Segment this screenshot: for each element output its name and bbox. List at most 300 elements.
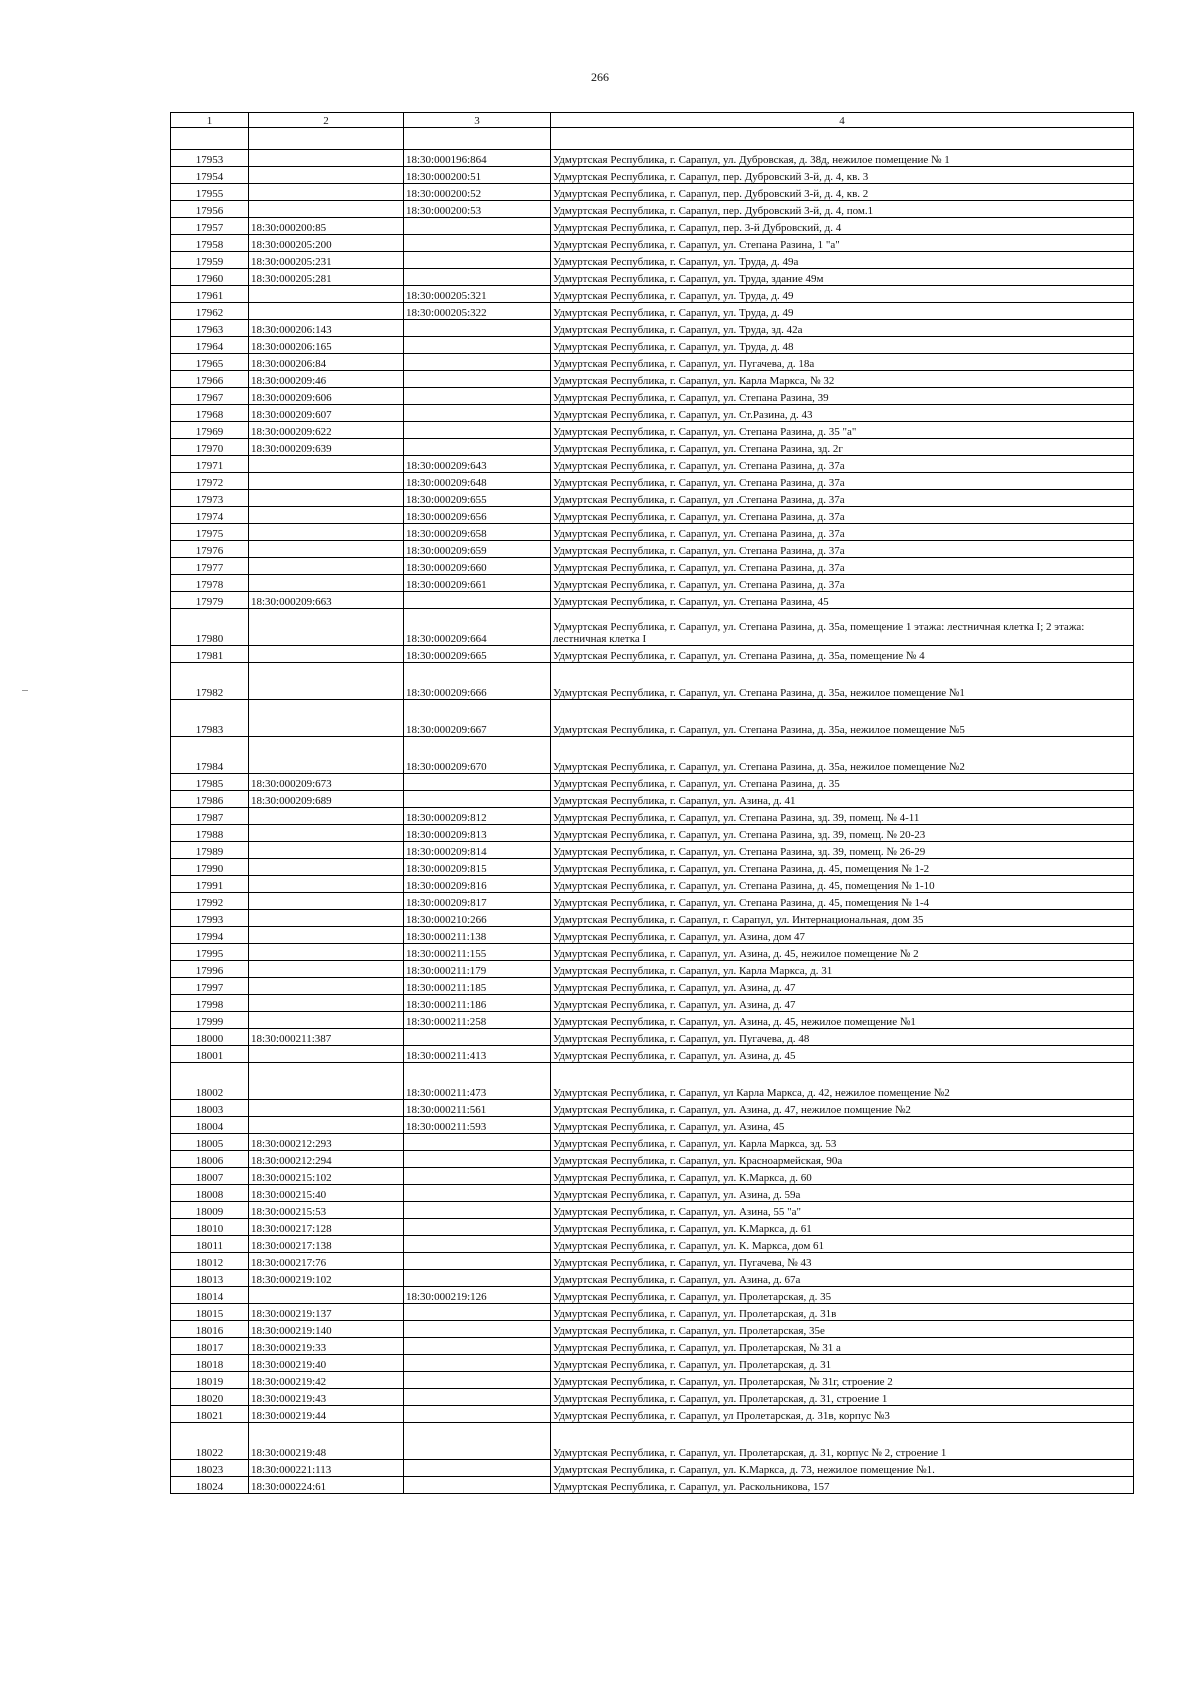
address-cell: Удмуртская Республика, г. Сарапул, ул. Степана Разина, д. 35 "а" [551,422,1134,439]
row-number: 17987 [171,808,249,825]
cadastral-number-col3: 18:30:000209:817 [404,893,551,910]
table-row [171,1477,1134,1494]
cadastral-number-col2: 18:30:000212:294 [249,1151,404,1168]
cadastral-number-col3: 18:30:000200:51 [404,167,551,184]
cadastral-number-col3 [404,388,551,405]
cadastral-number-col2 [249,1287,404,1304]
table-row [171,1219,1134,1236]
cadastral-number-col2 [249,201,404,218]
address-cell: Удмуртская Республика, г. Сарапул, ул. К.Маркса, д. 60 [551,1168,1134,1185]
cadastral-number-col2 [249,286,404,303]
cadastral-number-col2 [249,842,404,859]
address-cell: Удмуртская Республика, г. Сарапул, пер. 3-й Дубровский, д. 4 [551,218,1134,235]
row-number: 17971 [171,456,249,473]
table-row [171,558,1134,575]
row-number: 17973 [171,490,249,507]
cadastral-number-col3 [404,235,551,252]
cadastral-number-col2: 18:30:000219:140 [249,1321,404,1338]
row-number: 17982 [171,663,249,700]
cadastral-number-col2: 18:30:000209:639 [249,439,404,456]
row-number: 17970 [171,439,249,456]
address-cell: Удмуртская Республика, г. Сарапул, ул. Ст.Разина, д. 43 [551,405,1134,422]
table-row [171,303,1134,320]
cadastral-number-col3 [404,354,551,371]
row-number: 18011 [171,1236,249,1253]
table-row [171,269,1134,286]
row-number: 17993 [171,910,249,927]
cadastral-number-col3 [404,1372,551,1389]
cadastral-number-col2: 18:30:000219:48 [249,1423,404,1460]
address-cell: Удмуртская Республика, г. Сарапул, ул. К. Маркса, дом 61 [551,1236,1134,1253]
address-cell: Удмуртская Республика, г. Сарапул, ул. Пролетарская, д. 31в [551,1304,1134,1321]
address-cell: Удмуртская Республика, г. Сарапул, ул. Пролетарская, д. 31 [551,1355,1134,1372]
cadastral-number-col3: 18:30:000209:812 [404,808,551,825]
cadastral-number-col3: 18:30:000211:186 [404,995,551,1012]
row-number: 18020 [171,1389,249,1406]
table-row [171,774,1134,791]
cadastral-number-col3 [404,405,551,422]
cadastral-number-col2: 18:30:000209:607 [249,405,404,422]
row-number: 17975 [171,524,249,541]
row-number: 18012 [171,1253,249,1270]
address-cell: Удмуртская Республика, г. Сарапул, ул. Пролетарская, № 31г, строение 2 [551,1372,1134,1389]
cadastral-number-col2: 18:30:000209:46 [249,371,404,388]
table-row [171,825,1134,842]
address-cell: Удмуртская Республика, г. Сарапул, ул. Азина, д. 45, нежилое помещение № 2 [551,944,1134,961]
address-cell: Удмуртская Республика, г. Сарапул, ул. Степана Разина, зд. 39, помещ. № 26-29 [551,842,1134,859]
table-row [171,944,1134,961]
cadastral-number-col3 [404,1321,551,1338]
table-row [171,1355,1134,1372]
cadastral-number-col3: 18:30:000211:561 [404,1100,551,1117]
row-number: 18008 [171,1185,249,1202]
cadastral-number-col3: 18:30:000196:864 [404,150,551,167]
table-row [171,646,1134,663]
row-number: 17966 [171,371,249,388]
row-number: 18000 [171,1029,249,1046]
address-cell: Удмуртская Республика, г. Сарапул, ул. Степана Разина, д. 37а [551,575,1134,592]
table-row [171,1287,1134,1304]
address-cell: Удмуртская Республика, г. Сарапул, пер. Дубровский 3-й, д. 4, кв. 3 [551,167,1134,184]
cadastral-number-col3: 18:30:000209:665 [404,646,551,663]
address-cell: Удмуртская Республика, г. Сарапул, ул. Азина, 55 "а" [551,1202,1134,1219]
cadastral-number-col2: 18:30:000219:137 [249,1304,404,1321]
table-row [171,575,1134,592]
cadastral-number-col2: 18:30:000215:53 [249,1202,404,1219]
cadastral-number-col2 [249,490,404,507]
table-row [171,910,1134,927]
cadastral-number-col2: 18:30:000200:85 [249,218,404,235]
cadastral-number-col3 [404,1355,551,1372]
row-number: 17968 [171,405,249,422]
row-number: 17996 [171,961,249,978]
table-row [171,1253,1134,1270]
table-row [171,1046,1134,1063]
cadastral-number-col3: 18:30:000209:659 [404,541,551,558]
address-cell: Удмуртская Республика, г. Сарапул, ул. Азина, д. 41 [551,791,1134,808]
address-cell: Удмуртская Республика, г. Сарапул, ул. Азина, д. 67а [551,1270,1134,1287]
address-cell: Удмуртская Республика, г. Сарапул, ул. Степана Разина, д. 35 [551,774,1134,791]
cadastral-number-col3: 18:30:000200:52 [404,184,551,201]
cadastral-number-col2: 18:30:000209:689 [249,791,404,808]
address-cell: Удмуртская Республика, г. Сарапул, ул. Труда, здание 49м [551,269,1134,286]
cadastral-number-col2: 18:30:000215:102 [249,1168,404,1185]
row-number: 18017 [171,1338,249,1355]
address-cell: Удмуртская Республика, г. Сарапул, ул. Степана Разина, д. 35а, нежилое помещение №2 [551,737,1134,774]
row-number: 18006 [171,1151,249,1168]
cadastral-number-col3 [404,1151,551,1168]
row-number: 17972 [171,473,249,490]
cadastral-number-col2: 18:30:000206:143 [249,320,404,337]
cadastral-number-col2 [249,927,404,944]
table-row [171,473,1134,490]
address-cell: Удмуртская Республика, г. Сарапул, ул .Степана Разина, д. 37а [551,490,1134,507]
table-row [171,541,1134,558]
cadastral-number-col3: 18:30:000209:643 [404,456,551,473]
row-number: 18023 [171,1460,249,1477]
address-cell: Удмуртская Республика, г. Сарапул, ул Пролетарская, д. 31в, корпус №3 [551,1406,1134,1423]
cadastral-number-col3: 18:30:000209:813 [404,825,551,842]
scan-edge-mark [22,690,28,691]
cadastral-number-col3 [404,1202,551,1219]
table-row [171,490,1134,507]
cadastral-number-col2: 18:30:000219:43 [249,1389,404,1406]
cadastral-number-col3 [404,1236,551,1253]
address-cell: Удмуртская Республика, г. Сарапул, ул. Карла Маркса, д. 31 [551,961,1134,978]
address-cell: Удмуртская Республика, г. Сарапул, пер. Дубровский 3-й, д. 4, кв. 2 [551,184,1134,201]
row-number: 17957 [171,218,249,235]
row-number: 18002 [171,1063,249,1100]
address-cell: Удмуртская Республика, г. Сарапул, ул. Азина, дом 47 [551,927,1134,944]
table-row [171,995,1134,1012]
table-row [171,1460,1134,1477]
table-row [171,320,1134,337]
cadastral-number-col3 [404,1477,551,1494]
address-cell: Удмуртская Республика, г. Сарапул, ул. Степана Разина, 45 [551,592,1134,609]
table-body [171,128,1134,1494]
cadastral-number-col3: 18:30:000209:667 [404,700,551,737]
table-row [171,978,1134,995]
row-number: 17980 [171,609,249,646]
cadastral-number-col2: 18:30:000224:61 [249,1477,404,1494]
cadastral-number-col2: 18:30:000209:606 [249,388,404,405]
address-cell: Удмуртская Республика, г. Сарапул, ул. Степана Разина, д. 35а, помещение 1 этажа: лестничная клетка I; 2 этажа: лестничная клетка I [551,609,1134,646]
cadastral-number-col2 [249,737,404,774]
address-cell: Удмуртская Республика, г. Сарапул, ул. Пролетарская, д. 31, строение 1 [551,1389,1134,1406]
table-row [171,1012,1134,1029]
cadastral-number-col2 [249,978,404,995]
address-cell: Удмуртская Республика, г. Сарапул, ул. Степана Разина, д. 37а [551,507,1134,524]
row-number: 17976 [171,541,249,558]
header-col-4: 4 [551,113,1134,128]
cadastral-number-col3: 18:30:000211:593 [404,1117,551,1134]
address-cell: Удмуртская Республика, г. Сарапул, ул. Степана Разина, д. 35а, нежилое помещение №1 [551,663,1134,700]
cadastral-number-col3: 18:30:000209:656 [404,507,551,524]
cadastral-number-col3: 18:30:000209:816 [404,876,551,893]
cadastral-number-col3: 18:30:000211:138 [404,927,551,944]
row-number: 17998 [171,995,249,1012]
cadastral-number-col3: 18:30:000210:266 [404,910,551,927]
row-number: 18016 [171,1321,249,1338]
address-cell: Удмуртская Республика, г. Сарапул, ул. Раскольникова, 157 [551,1477,1134,1494]
table-row [171,1117,1134,1134]
cadastral-number-col2 [249,663,404,700]
row-number: 17990 [171,859,249,876]
address-cell: Удмуртская Республика, г. Сарапул, г. Сарапул, ул. Интернациональная, дом 35 [551,910,1134,927]
table-row [171,1236,1134,1253]
row-number: 18004 [171,1117,249,1134]
cadastral-number-col3: 18:30:000205:322 [404,303,551,320]
cadastral-number-col3 [404,1253,551,1270]
row-number: 17956 [171,201,249,218]
row-number: 18009 [171,1202,249,1219]
table-row [171,808,1134,825]
row-number: 17960 [171,269,249,286]
cadastral-number-col3 [404,269,551,286]
cadastral-number-col3 [404,1219,551,1236]
cadastral-number-col3 [404,1304,551,1321]
cadastral-number-col3 [404,774,551,791]
cadastral-number-col3: 18:30:000209:648 [404,473,551,490]
table-row [171,422,1134,439]
table-row [171,1029,1134,1046]
address-cell: Удмуртская Республика, г. Сарапул, ул. Дубровская, д. 38д, нежилое помещение № 1 [551,150,1134,167]
table-row [171,524,1134,541]
table-row [171,1406,1134,1423]
table-row [171,592,1134,609]
table-header [171,113,1134,128]
cadastral-number-col3: 18:30:000209:814 [404,842,551,859]
cadastral-number-col2 [249,859,404,876]
cadastral-number-col2: 18:30:000209:673 [249,774,404,791]
row-number: 17989 [171,842,249,859]
table-row [171,961,1134,978]
cadastral-number-col3: 18:30:000205:321 [404,286,551,303]
cadastral-number-col2 [249,1117,404,1134]
table-row [171,388,1134,405]
cadastral-number-col3: 18:30:000211:473 [404,1063,551,1100]
row-number: 18019 [171,1372,249,1389]
address-cell: Удмуртская Республика, г. Сарапул, ул. Степана Разина, д. 35а, нежилое помещение №5 [551,700,1134,737]
cadastral-number-col2: 18:30:000212:293 [249,1134,404,1151]
row-number: 17955 [171,184,249,201]
table-row [171,859,1134,876]
address-cell: Удмуртская Республика, г. Сарапул, ул. Азина, д. 47 [551,978,1134,995]
address-cell: Удмуртская Республика, г. Сарапул, ул. Пролетарская, д. 31, корпус № 2, строение 1 [551,1423,1134,1460]
table-row [171,1151,1134,1168]
cadastral-number-col2: 18:30:000219:40 [249,1355,404,1372]
row-number: 17994 [171,927,249,944]
row-number: 17983 [171,700,249,737]
cadastral-number-col2 [249,808,404,825]
address-cell: Удмуртская Республика, г. Сарапул, ул. Азина, 45 [551,1117,1134,1134]
cadastral-number-col3 [404,439,551,456]
table-row [171,1185,1134,1202]
cadastral-number-col2 [249,303,404,320]
cadastral-number-col2: 18:30:000209:663 [249,592,404,609]
row-number: 18015 [171,1304,249,1321]
cadastral-number-col2 [249,167,404,184]
table-row [171,842,1134,859]
address-cell: Удмуртская Республика, г. Сарапул, ул. Пролетарская, № 31 а [551,1338,1134,1355]
cadastral-number-col2: 18:30:000211:387 [249,1029,404,1046]
row-number: 18003 [171,1100,249,1117]
page-number: 266 [591,70,609,84]
table-row [171,167,1134,184]
cadastral-number-col2 [249,575,404,592]
cadastral-number-col3: 18:30:000209:815 [404,859,551,876]
cadastral-number-col2: 18:30:000219:42 [249,1372,404,1389]
cadastral-number-col2 [249,507,404,524]
cadastral-number-col2 [249,150,404,167]
cadastral-number-col2 [249,184,404,201]
address-cell: Удмуртская Республика, г. Сарапул, ул. Степана Разина, 1 "а" [551,235,1134,252]
header-spacer-row [171,128,1134,150]
row-number: 17965 [171,354,249,371]
address-cell: Удмуртская Республика, г. Сарапул, ул. Пролетарская, д. 35 [551,1287,1134,1304]
cadastral-number-col2 [249,609,404,646]
address-cell: Удмуртская Республика, г. Сарапул, ул. Карла Маркса, № 32 [551,371,1134,388]
cadastral-number-col3: 18:30:000209:670 [404,737,551,774]
row-number: 17958 [171,235,249,252]
address-cell: Удмуртская Республика, г. Сарапул, ул. Азина, д. 59а [551,1185,1134,1202]
cadastral-number-col3 [404,1406,551,1423]
address-cell: Удмуртская Республика, г. Сарапул, ул. Пугачева, д. 18а [551,354,1134,371]
cadastral-number-col2: 18:30:000205:231 [249,252,404,269]
cadastral-number-col2 [249,910,404,927]
address-cell: Удмуртская Республика, г. Сарапул, ул. Степана Разина, д. 45, помещения № 1-2 [551,859,1134,876]
row-number: 18010 [171,1219,249,1236]
table-row [171,737,1134,774]
table-row [171,405,1134,422]
cadastral-number-col2 [249,1046,404,1063]
table-row [171,150,1134,167]
row-number: 17992 [171,893,249,910]
cadastral-number-col3: 18:30:000211:155 [404,944,551,961]
cadastral-number-col3: 18:30:000209:660 [404,558,551,575]
row-number: 17962 [171,303,249,320]
table-row [171,1304,1134,1321]
row-number: 17963 [171,320,249,337]
cadastral-number-col2 [249,1063,404,1100]
table-row [171,371,1134,388]
row-number: 18022 [171,1423,249,1460]
address-cell: Удмуртская Республика, г. Сарапул, ул. Степана Разина, д. 37а [551,541,1134,558]
cadastral-number-col2 [249,473,404,490]
row-number: 17978 [171,575,249,592]
table-row [171,252,1134,269]
table-row [171,609,1134,646]
table-row [171,439,1134,456]
row-number: 18007 [171,1168,249,1185]
cadastral-number-col3: 18:30:000209:658 [404,524,551,541]
row-number: 17985 [171,774,249,791]
cadastral-number-col2 [249,944,404,961]
row-number: 17974 [171,507,249,524]
table-row [171,791,1134,808]
cadastral-number-col3 [404,1423,551,1460]
row-number: 17977 [171,558,249,575]
table-row [171,507,1134,524]
row-number: 18018 [171,1355,249,1372]
cadastral-number-col3 [404,791,551,808]
address-cell: Удмуртская Республика, г. Сарапул, ул. Степана Разина, д. 37а [551,524,1134,541]
row-number: 18001 [171,1046,249,1063]
cadastral-number-col3 [404,422,551,439]
table-row [171,1100,1134,1117]
cadastral-number-col3: 18:30:000219:126 [404,1287,551,1304]
address-cell: Удмуртская Республика, г. Сарапул, ул. Красноармейская, 90а [551,1151,1134,1168]
cadastral-number-col3 [404,1029,551,1046]
table-row [171,1372,1134,1389]
table-row [171,201,1134,218]
row-number: 18005 [171,1134,249,1151]
cadastral-number-col2 [249,876,404,893]
cadastral-number-col3: 18:30:000200:53 [404,201,551,218]
row-number: 18014 [171,1287,249,1304]
cadastral-number-col3: 18:30:000209:661 [404,575,551,592]
address-cell: Удмуртская Республика, г. Сарапул, ул. Труда, д. 49а [551,252,1134,269]
table-row [171,1134,1134,1151]
row-number: 17986 [171,791,249,808]
cadastral-number-col2: 18:30:000219:44 [249,1406,404,1423]
row-number: 17967 [171,388,249,405]
cadastral-number-col2: 18:30:000205:281 [249,269,404,286]
row-number: 18013 [171,1270,249,1287]
address-cell: Удмуртская Республика, г. Сарапул, ул. Труда, зд. 42а [551,320,1134,337]
cadastral-number-col2: 18:30:000205:200 [249,235,404,252]
cadastral-number-col2: 18:30:000219:102 [249,1270,404,1287]
table-row [171,1270,1134,1287]
cadastral-number-col3 [404,1338,551,1355]
row-number: 17981 [171,646,249,663]
cadastral-number-col3: 18:30:000211:413 [404,1046,551,1063]
table-row [171,235,1134,252]
cadastral-number-col3 [404,252,551,269]
cadastral-number-col2 [249,893,404,910]
cadastral-number-col2 [249,646,404,663]
address-cell: Удмуртская Республика, г. Сарапул, ул. Степана Разина, д. 45, помещения № 1-10 [551,876,1134,893]
address-cell: Удмуртская Республика, г. Сарапул, ул. Пугачева, № 43 [551,1253,1134,1270]
address-cell: Удмуртская Республика, г. Сарапул, ул. Степана Разина, д. 35а, помещение № 4 [551,646,1134,663]
cadastral-number-col2 [249,961,404,978]
cadastral-number-col3 [404,337,551,354]
row-number: 18024 [171,1477,249,1494]
header-col-2: 2 [249,113,404,128]
address-cell: Удмуртская Республика, г. Сарапул, ул. Азина, д. 47, нежилое помщение №2 [551,1100,1134,1117]
header-col-3: 3 [404,113,551,128]
cadastral-number-col3 [404,1389,551,1406]
cadastral-number-col2: 18:30:000217:138 [249,1236,404,1253]
address-cell: Удмуртская Республика, г. Сарапул, ул. Карла Маркса, зд. 53 [551,1134,1134,1151]
cadastral-number-col2: 18:30:000217:76 [249,1253,404,1270]
header-col-1: 1 [171,113,249,128]
table-row [171,1202,1134,1219]
table-row [171,1063,1134,1100]
table-row [171,354,1134,371]
table-row [171,1168,1134,1185]
cadastral-number-col2: 18:30:000209:622 [249,422,404,439]
cadastral-number-col3 [404,1460,551,1477]
cadastral-number-col3: 18:30:000209:666 [404,663,551,700]
address-cell: Удмуртская Республика, г. Сарапул, ул. Степана Разина, д. 37а [551,456,1134,473]
registry-table [170,112,1134,1494]
row-number: 17953 [171,150,249,167]
cadastral-number-col3 [404,1185,551,1202]
table-row [171,893,1134,910]
cadastral-number-col3 [404,320,551,337]
cadastral-number-col3 [404,1168,551,1185]
